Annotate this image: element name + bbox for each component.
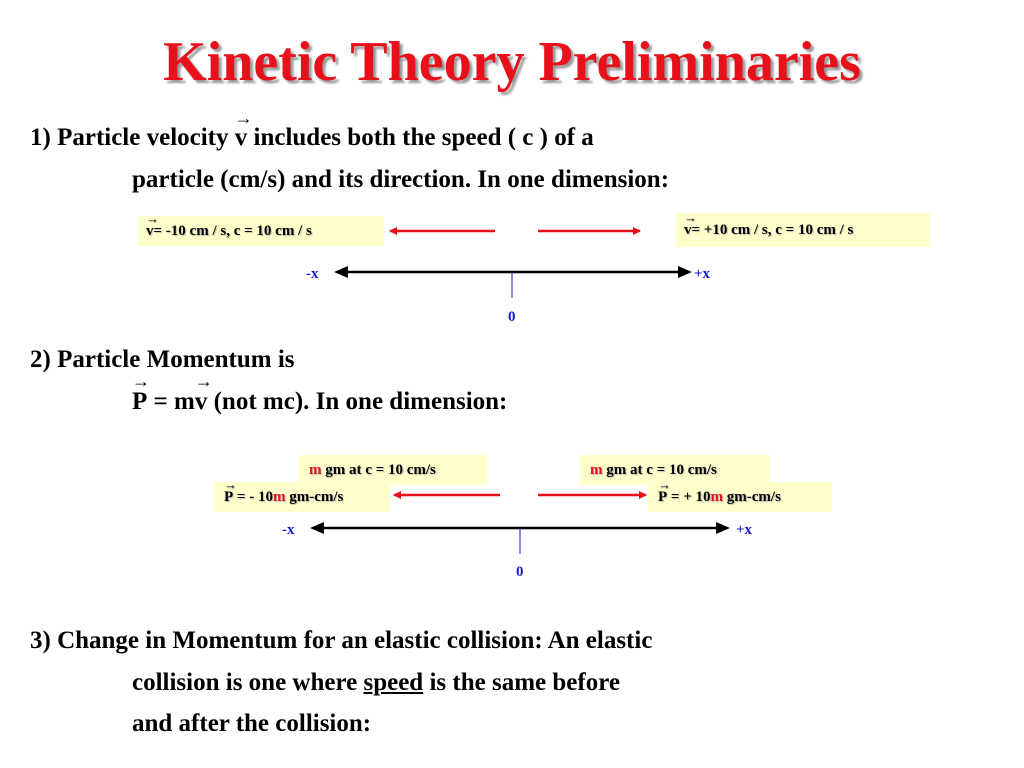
velocity-positive-label: = +10 cm / s, c = 10 cm / s bbox=[691, 222, 854, 238]
section2-line2 bbox=[132, 371, 508, 416]
axis2-zero-label: 0 bbox=[516, 564, 524, 580]
momentum-m: m bbox=[272, 489, 286, 505]
vector-arrow-icon: → bbox=[194, 371, 213, 391]
axis2-right-arrowhead bbox=[716, 522, 730, 534]
box-v: v bbox=[684, 222, 692, 238]
vector-arrow-icon: → bbox=[132, 371, 150, 391]
vector-arrow-icon: → bbox=[684, 210, 697, 225]
momentum-positive-box bbox=[648, 477, 832, 512]
momentum-units: gm-cm/s bbox=[285, 489, 344, 505]
section1-line1-prefix: 1) Particle velocity bbox=[30, 124, 235, 151]
axis1-zero-label: 0 bbox=[508, 309, 516, 325]
axis1-right-arrowhead bbox=[678, 266, 692, 278]
axis1-left-arrowhead bbox=[334, 266, 348, 278]
momentum-units: gm-cm/s bbox=[723, 489, 781, 505]
section3-line2-prefix: collision is one where bbox=[132, 669, 364, 696]
mass-right-box bbox=[580, 455, 770, 485]
box-vector-p bbox=[658, 477, 671, 512]
momentum-positive-value: = + 10 bbox=[667, 489, 711, 505]
axis2-neg-label: -x bbox=[282, 522, 295, 538]
box-p: P bbox=[224, 489, 234, 505]
velocity-vector-symbol bbox=[194, 371, 213, 416]
mass-label: gm at c = 10 cm/s bbox=[602, 462, 717, 478]
axis2-left-arrowhead bbox=[310, 522, 324, 534]
box-vector-v bbox=[684, 210, 697, 247]
momentum-negative-box bbox=[214, 477, 390, 512]
velocity-negative-box bbox=[138, 211, 384, 246]
box-vector-p bbox=[224, 477, 237, 512]
vector-arrow-icon: → bbox=[234, 108, 253, 128]
mass-m: m bbox=[309, 462, 322, 478]
section3-line2 bbox=[132, 669, 620, 697]
vector-arrow-icon: → bbox=[146, 211, 159, 226]
slide-title: Kinetic Theory Preliminaries bbox=[163, 31, 861, 93]
mass-label: gm at c = 10 cm/s bbox=[321, 462, 436, 478]
box-vector-v bbox=[146, 211, 159, 246]
velocity-vector-symbol bbox=[234, 108, 253, 152]
section2-line2-suffix: (not mc). In one dimension: bbox=[207, 388, 508, 415]
section1-line1 bbox=[30, 108, 594, 152]
velocity-negative-label: = -10 cm / s, c = 10 cm / s bbox=[153, 223, 312, 239]
mass-m: m bbox=[590, 462, 603, 478]
underlined-speed: speed bbox=[363, 669, 424, 696]
axis1-pos-label: +x bbox=[694, 266, 711, 282]
section2-line1: 2) Particle Momentum is bbox=[30, 346, 295, 373]
momentum-p: P bbox=[132, 388, 148, 415]
section3-line3: and after the collision: bbox=[132, 710, 372, 737]
vector-arrow-icon: → bbox=[658, 477, 671, 492]
axis1-neg-label: -x bbox=[306, 266, 319, 282]
velocity-positive-box bbox=[676, 210, 930, 247]
vector-arrow-icon: → bbox=[224, 477, 237, 492]
velocity-v: v bbox=[194, 388, 208, 415]
section3-line2-suffix: is the same before bbox=[423, 669, 620, 696]
box-p: P bbox=[658, 489, 668, 505]
box-v: v bbox=[146, 223, 154, 239]
section3-line1: 3) Change in Momentum for an elastic collision: An elastic bbox=[30, 627, 653, 654]
axis2-pos-label: +x bbox=[736, 522, 753, 538]
velocity-v: v bbox=[234, 124, 248, 151]
mass-left-box bbox=[299, 455, 487, 485]
eq-mid: = m bbox=[147, 388, 195, 415]
momentum-negative-value: = - 10 bbox=[233, 489, 273, 505]
momentum-m: m bbox=[710, 489, 724, 505]
section1-line1-suffix: includes both the speed ( c ) of a bbox=[247, 124, 594, 151]
momentum-vector-symbol bbox=[132, 371, 150, 416]
section1-line2: particle (cm/s) and its direction. In one dimension: bbox=[132, 166, 670, 193]
